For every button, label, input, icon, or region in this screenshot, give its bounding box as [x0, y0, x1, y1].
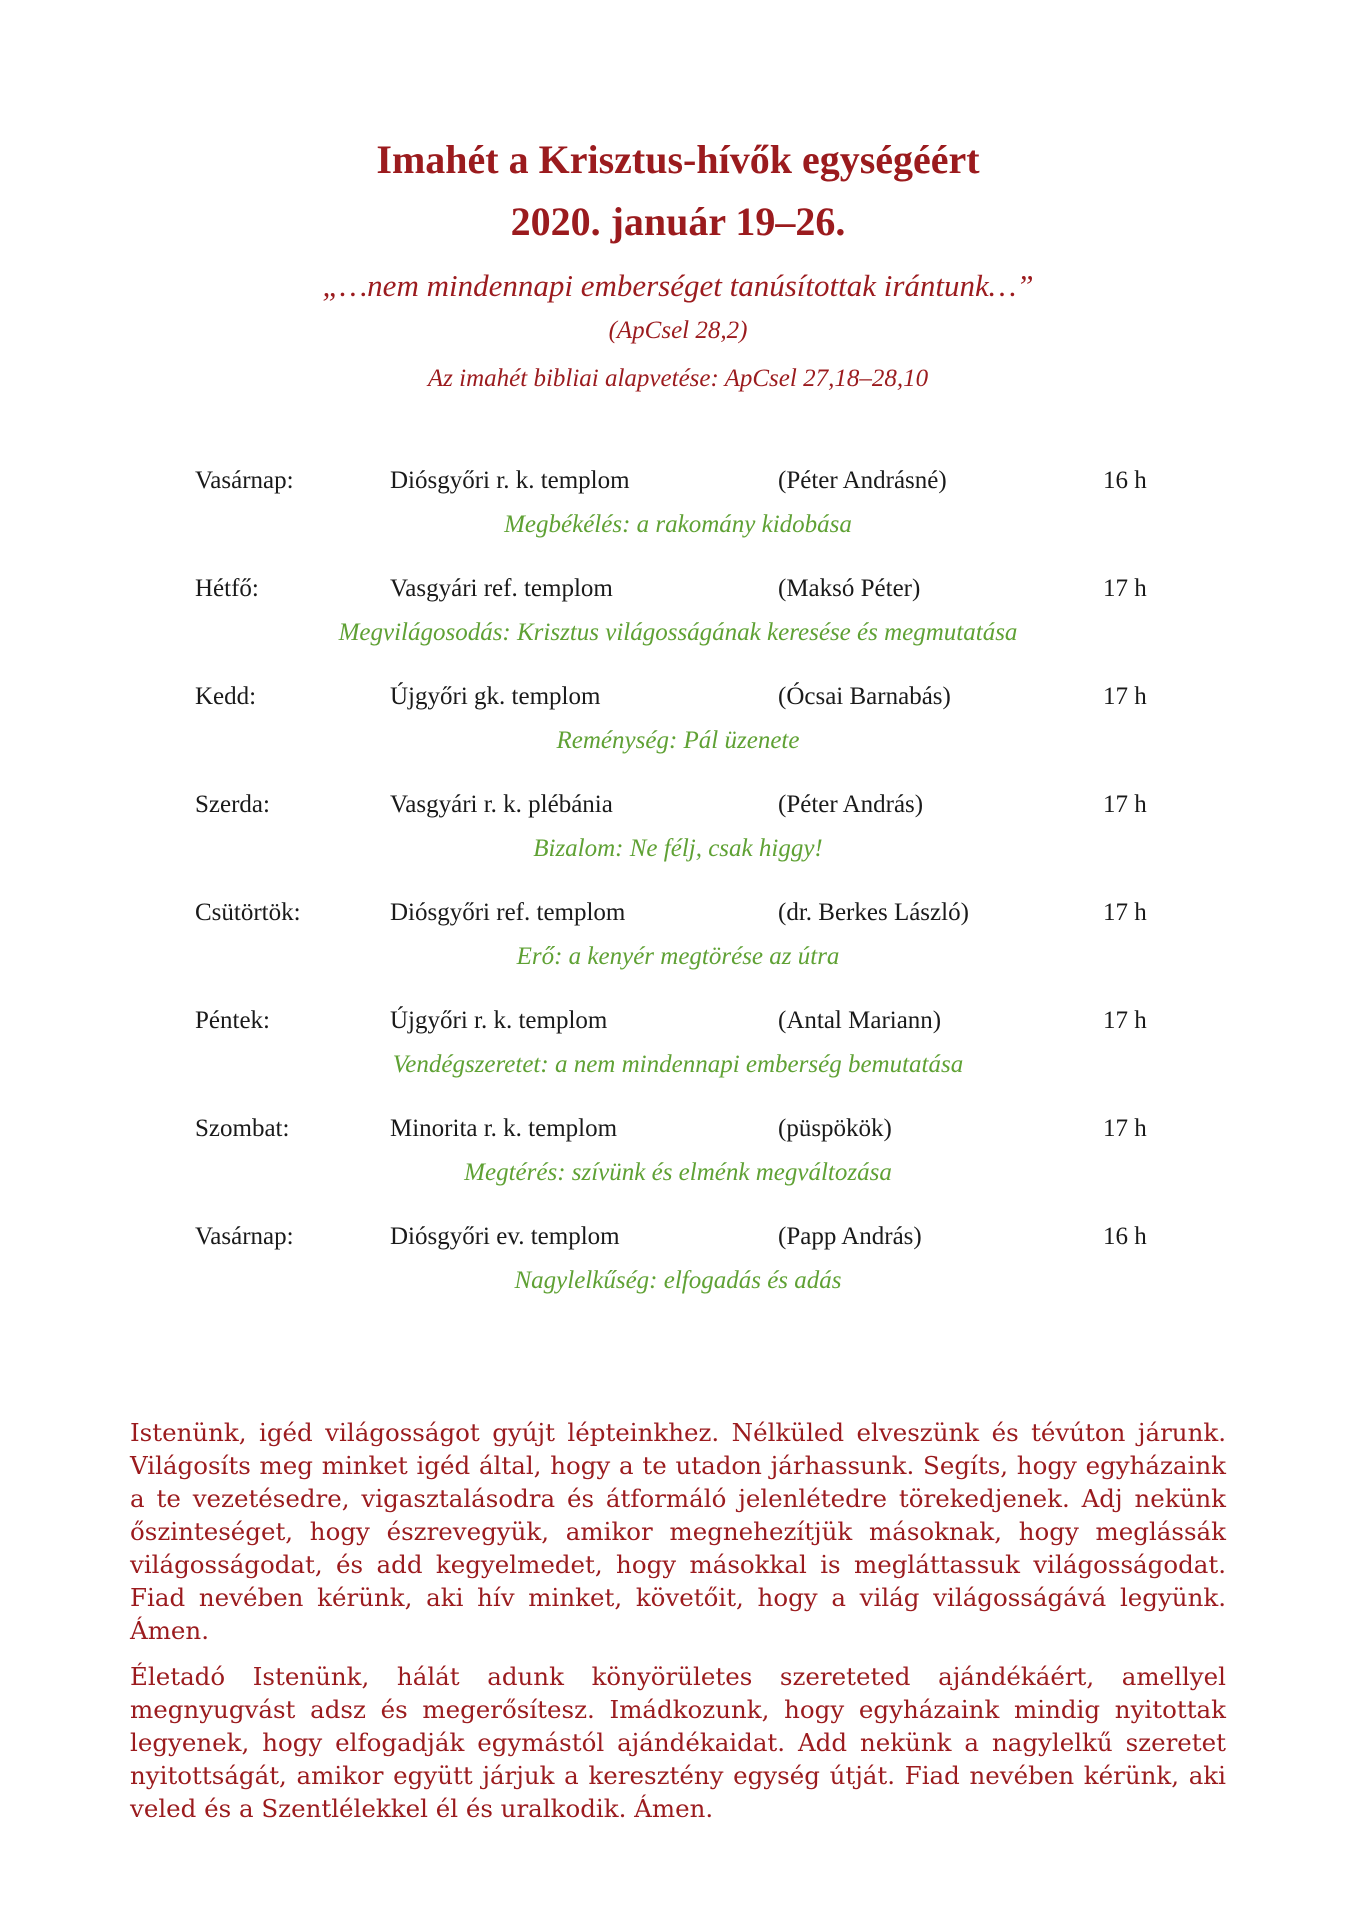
schedule-entry — [0, 572, 1356, 662]
prayer-paragraph: Életadó Istenünk, hálát adunk könyörületes szereteted ajándékáért, amellyel megnyugvást adsz és megerősítesz. Imádkozunk, hogy egyházaink mindig nyitottak legyenek, hogy elfogadják egymástól ajándékaidat. Add nekünk a nagylelkű szeretet nyitottságát, amikor együtt járjuk a keresztény egység útját. Fiad nevében kérünk, aki veled és a Szentlélekkel él és uralkodik. Ámen. — [130, 1662, 1226, 1823]
motto-quote: „…nem mindennapi emberséget tanúsítottak irántunk…” — [322, 268, 1034, 303]
schedule-time: 17 h — [1103, 1115, 1147, 1142]
schedule-place: Vasgyári r. k. plébánia — [390, 791, 613, 818]
schedule-leader: (püspökök) — [778, 1115, 892, 1142]
document-date: 2020. január 19–26. — [510, 199, 846, 244]
schedule-theme: Reménység: Pál üzenete — [556, 727, 800, 754]
schedule-theme: Megtérés: szívünk és elménk megváltozása — [464, 1159, 892, 1186]
schedule-leader: (Antal Mariann) — [778, 1007, 942, 1034]
schedule-entry — [0, 680, 1356, 770]
schedule-row — [0, 896, 1356, 930]
schedule-place: Diósgyőri r. k. templom — [390, 467, 630, 494]
schedule-leader: (Maksó Péter) — [778, 575, 921, 602]
schedule-time: 17 h — [1103, 899, 1147, 926]
schedule-day: Hétfő: — [195, 575, 259, 602]
document-title: Imahét a Krisztus-hívők egységéért — [376, 137, 980, 182]
schedule-time: 16 h — [1103, 1223, 1147, 1250]
schedule-place: Vasgyári ref. templom — [390, 575, 613, 602]
schedule-leader: (Péter András) — [778, 791, 924, 818]
schedule-theme: Bizalom: Ne félj, csak higgy! — [533, 835, 823, 862]
schedule-time: 17 h — [1103, 575, 1147, 602]
schedule-leader: (Péter Andrásné) — [778, 467, 947, 494]
schedule-place: Diósgyőri ref. templom — [390, 899, 626, 926]
schedule-place: Minorita r. k. templom — [390, 1115, 618, 1142]
schedule-leader: (dr. Berkes László) — [778, 899, 969, 926]
schedule-theme: Erő: a kenyér megtörése az útra — [516, 943, 840, 970]
schedule-time: 17 h — [1103, 1007, 1147, 1034]
schedule-time: 16 h — [1103, 467, 1147, 494]
schedule-day: Kedd: — [195, 683, 257, 710]
schedule-day: Péntek: — [195, 1007, 270, 1034]
schedule-entry — [0, 1112, 1356, 1202]
biblical-basis: Az imahét bibliai alapvetése: ApCsel 27,18–28,10 — [427, 365, 929, 392]
prayer-paragraph: Istenünk, igéd világosságot gyújt lépteinkhez. Nélküled elveszünk és tévúton járunk. Világosíts meg minket igéd által, hogy a te utadon járhassunk. Segíts, hogy egyházaink a te vezetésedre, vigasztalásodra és átformáló jelenlétedre törekedjenek. Adj nekünk őszinteséget, hogy észrevegyük, amikor megnehezítjük másoknak, hogy meglássák világosságodat, és add kegyelmedet, hogy másokkal is megláttassuk világosságodat. Fiad nevében kérünk, aki hív minket, követőit, hogy a világ világosságává legyünk. Ámen. — [130, 1418, 1226, 1645]
schedule-day: Szombat: — [195, 1115, 290, 1142]
schedule-day: Vasárnap: — [195, 467, 294, 494]
schedule-row — [0, 680, 1356, 714]
schedule-row — [0, 1112, 1356, 1146]
schedule-day: Csütörtök: — [195, 899, 301, 926]
schedule-entry — [0, 1004, 1356, 1094]
schedule-place: Újgyőri gk. templom — [390, 683, 601, 710]
schedule-row — [0, 1220, 1356, 1254]
motto-reference: (ApCsel 28,2) — [608, 317, 748, 344]
schedule-leader: (Ócsai Barnabás) — [778, 683, 951, 710]
schedule-entry — [0, 1220, 1356, 1310]
schedule-place: Újgyőri r. k. templom — [390, 1007, 608, 1034]
schedule-row — [0, 464, 1356, 498]
schedule-row — [0, 788, 1356, 822]
schedule-theme: Megbékélés: a rakomány kidobása — [504, 511, 852, 538]
schedule-theme: Nagylelkűség: elfogadás és adás — [514, 1267, 842, 1294]
schedule-entry — [0, 896, 1356, 986]
schedule-time: 17 h — [1103, 683, 1147, 710]
schedule-entry — [0, 788, 1356, 878]
schedule-theme: Megvilágosodás: Krisztus világosságának keresése és megmutatása — [338, 619, 1018, 646]
schedule-leader: (Papp András) — [778, 1223, 922, 1250]
schedule-theme: Vendégszeretet: a nem mindennapi emberség bemutatása — [392, 1051, 964, 1078]
schedule-row — [0, 572, 1356, 606]
schedule-entry — [0, 464, 1356, 554]
schedule-day: Szerda: — [195, 791, 270, 818]
schedule-row — [0, 1004, 1356, 1038]
schedule-day: Vasárnap: — [195, 1223, 294, 1250]
schedule-time: 17 h — [1103, 791, 1147, 818]
schedule-place: Diósgyőri ev. templom — [390, 1223, 620, 1250]
